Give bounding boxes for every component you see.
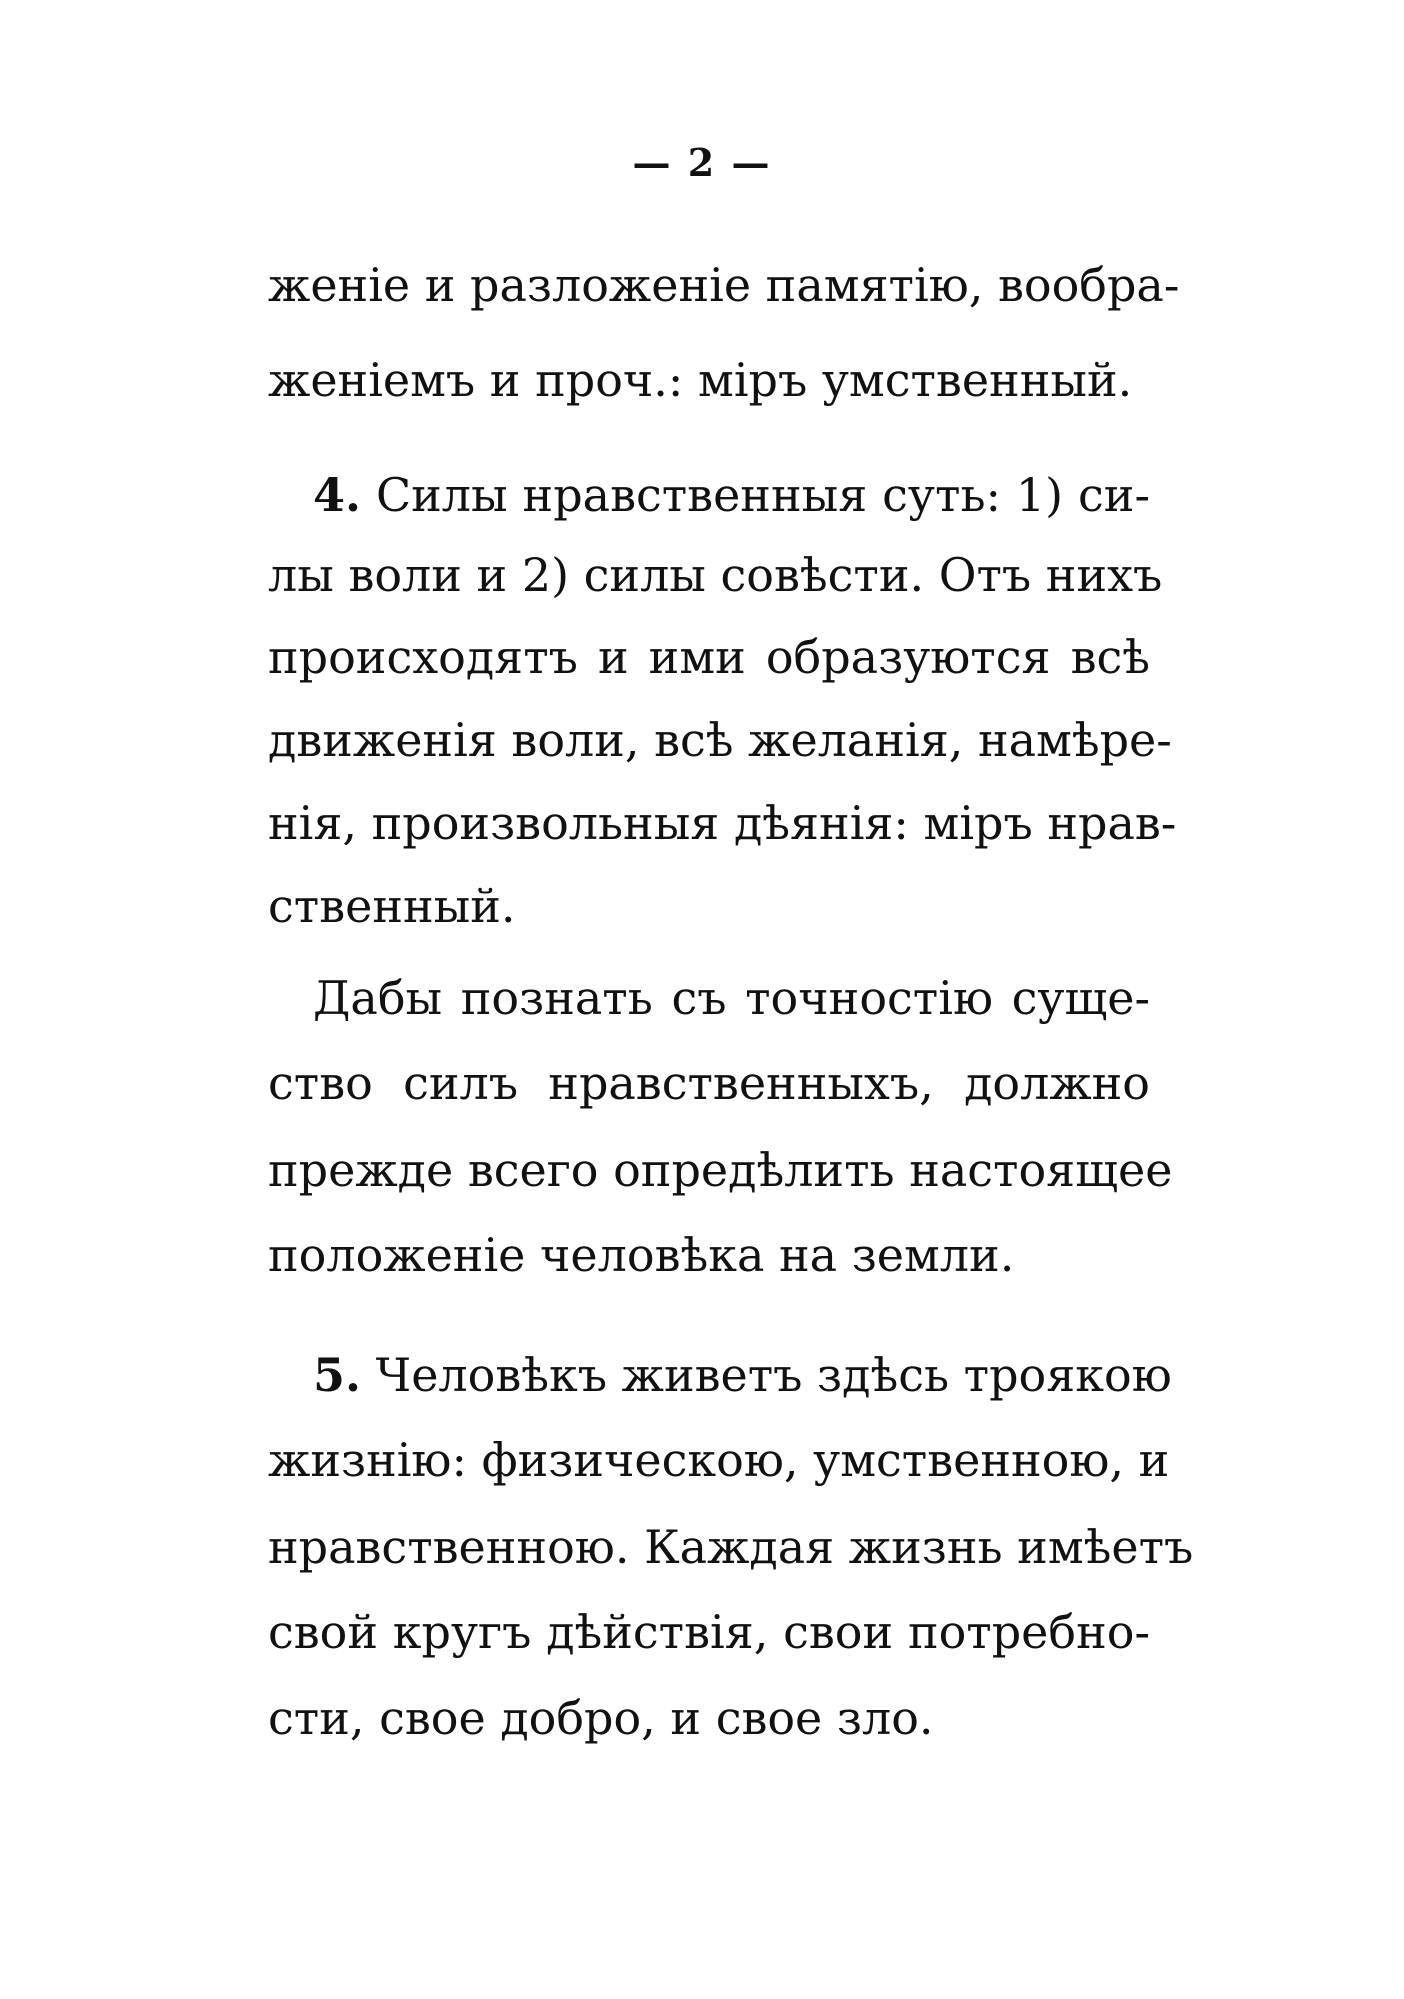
text-line: лы воли и 2) силы совѣсти. Отъ нихъ [268,548,1163,602]
text-line: женіемъ и проч.: міръ умственный. [268,353,1133,407]
paragraph-number: 5. [313,1348,362,1402]
text-line: положеніе человѣка на земли. [268,1228,1015,1282]
text-line: нравственною. Каждая жизнь имѣетъ [268,1520,1194,1574]
text-line: сти, свое добро, и свое зло. [268,1691,934,1745]
text-line: ство силъ нравственныхъ, должно [268,1056,1150,1110]
text-line: жизнію: физическою, умственною, и [268,1433,1170,1487]
text-span: Силы нравственныя суть: 1) си- [361,468,1150,522]
page-number: — 2 — [632,140,772,185]
text-line: Дабы познать съ точностію суще- [313,971,1150,1025]
paragraph-5-first-line [313,1345,1172,1405]
paragraph-4-first-line [313,465,1150,525]
text-line: движенія воли, всѣ желанія, намѣре- [268,713,1172,767]
paragraph-number: 4. [313,468,362,522]
text-line: свой кругъ дѣйствія, свои потребно- [268,1605,1150,1659]
text-line: женіе и разложеніе памятію, вообра- [268,258,1180,312]
text-line: происходятъ и ими образуются всѣ [268,630,1150,684]
text-line: прежде всего опредѣлить настоящее [268,1143,1173,1197]
text-line: нія, произвольныя дѣянія: міръ нрав- [268,796,1177,850]
text-span: Человѣкъ живетъ здѣсь троякою [361,1348,1172,1402]
text-line: ственный. [268,879,516,933]
